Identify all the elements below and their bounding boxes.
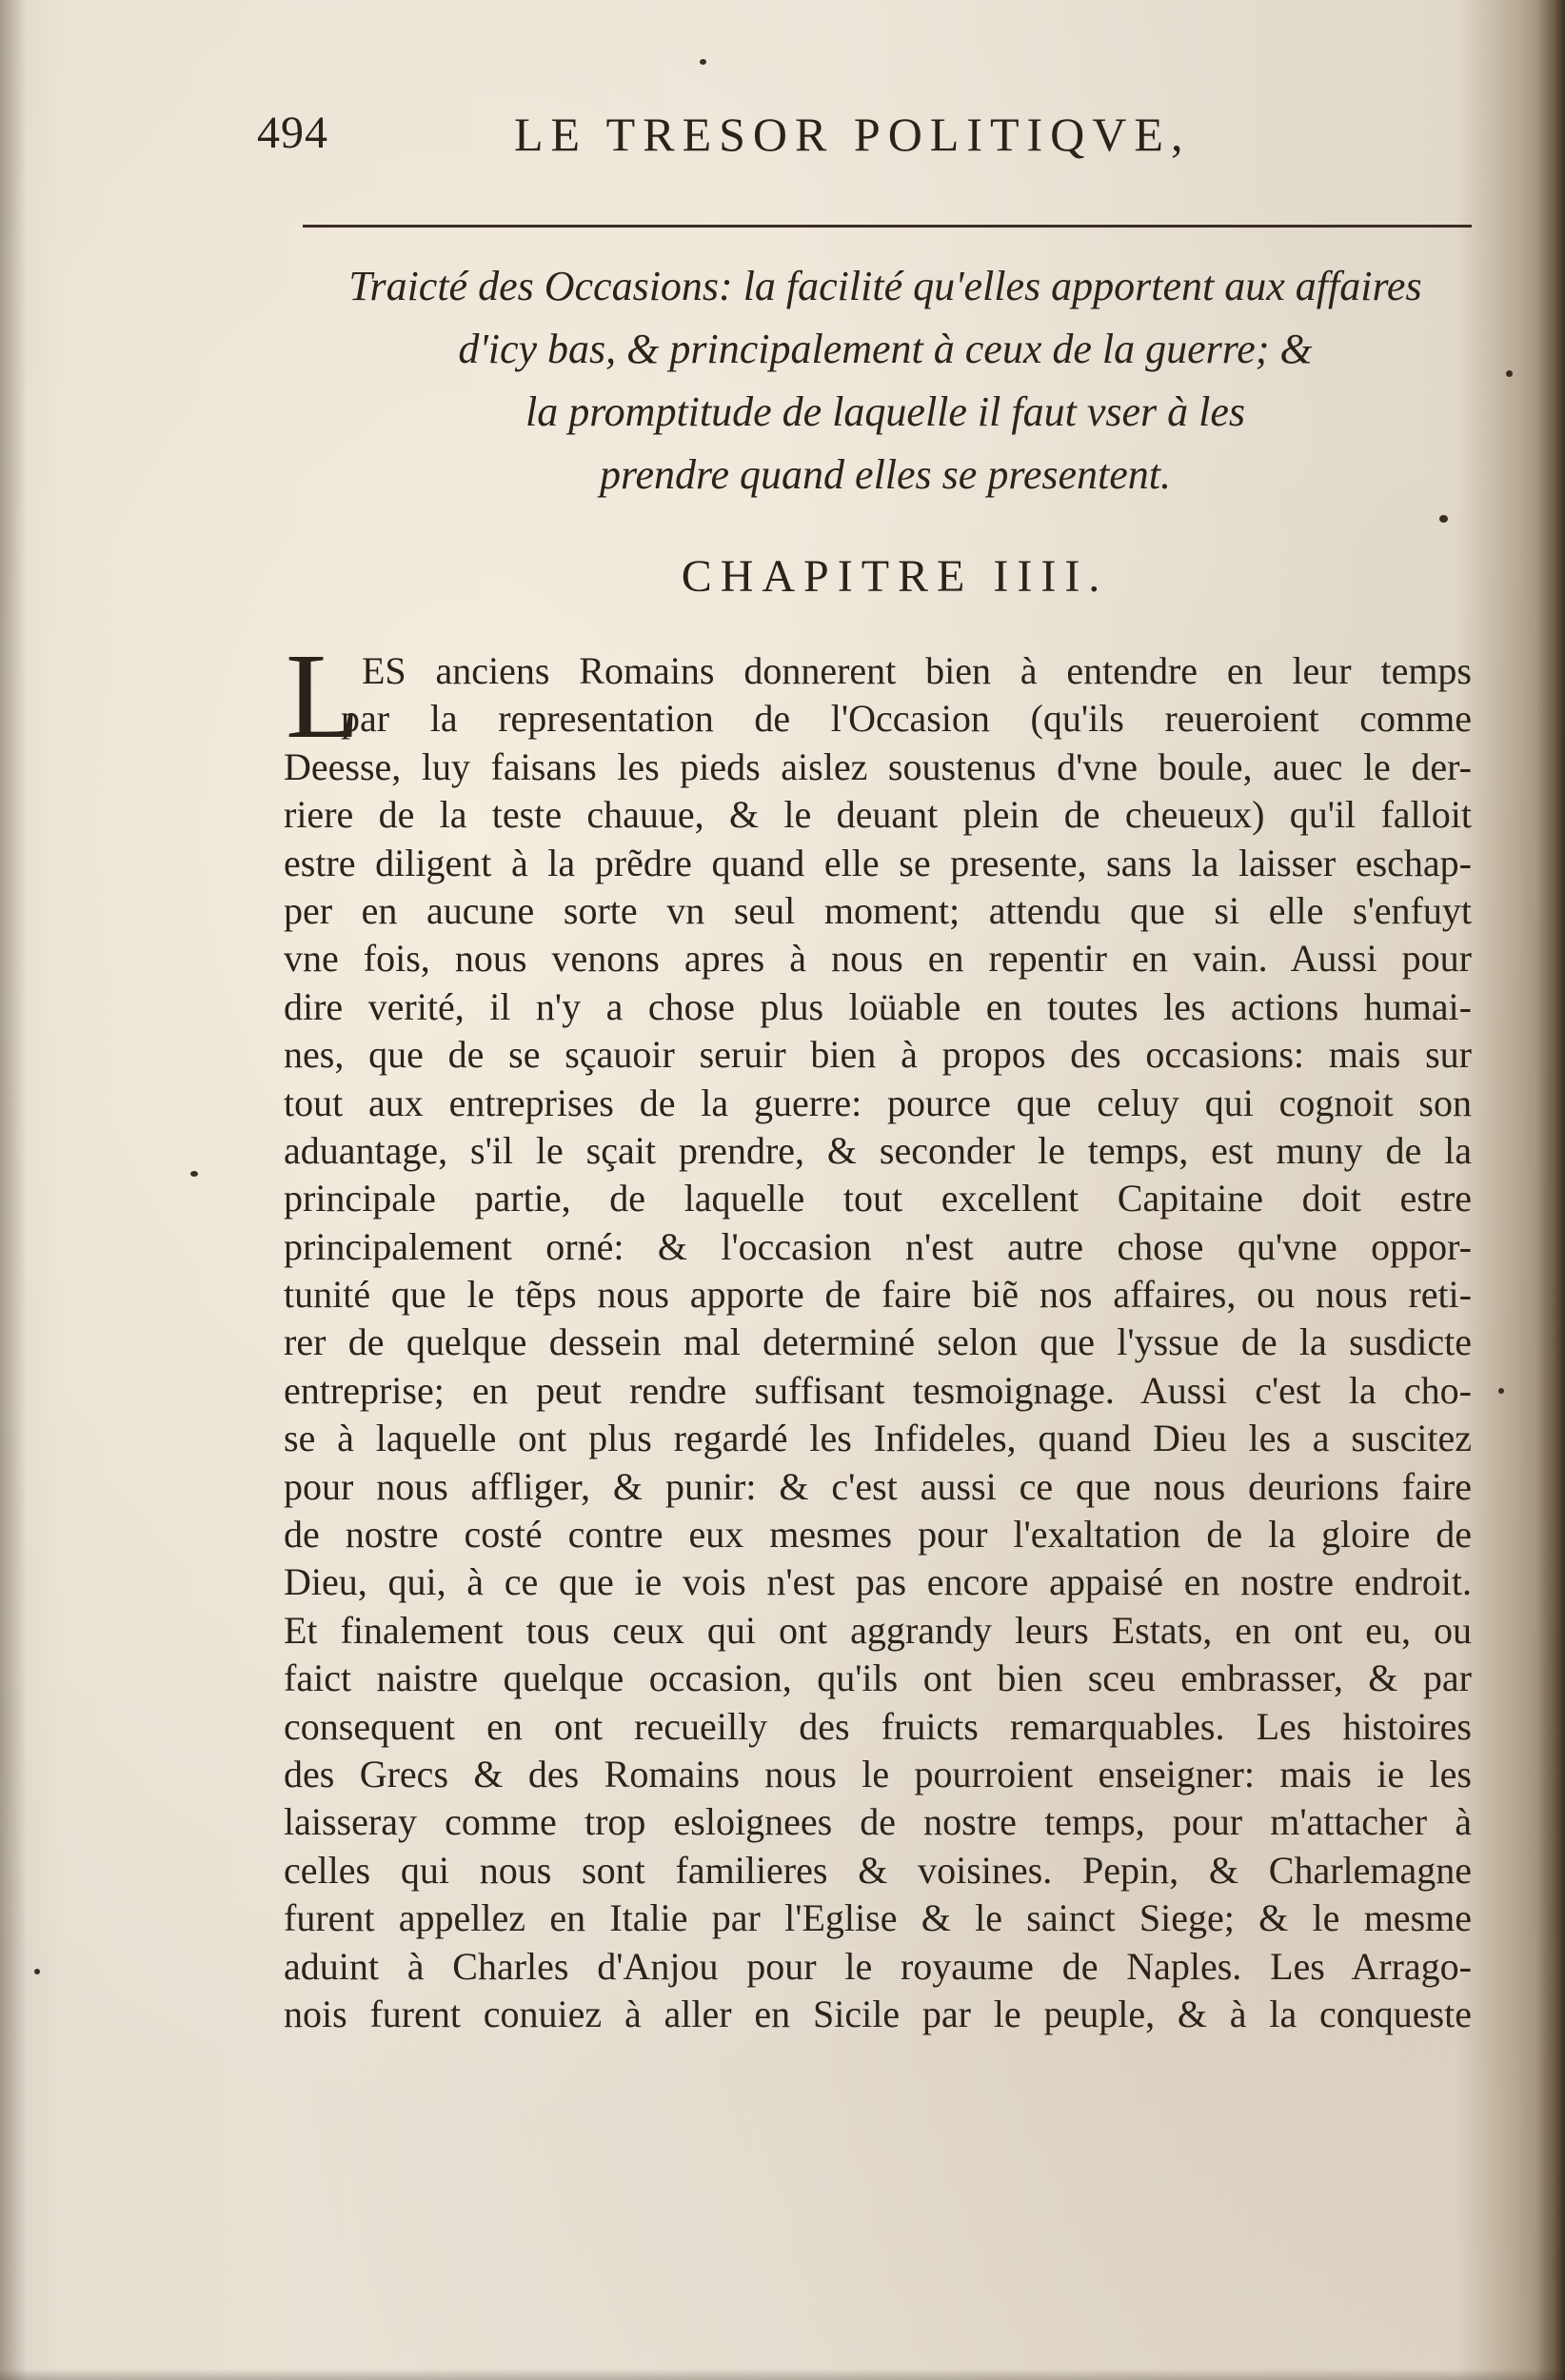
ink-speck xyxy=(190,1171,198,1177)
heading-line: Traicté des Occasions: la facilité qu'elles apportent aux affaires xyxy=(348,263,1422,309)
text-line: des Grecs & des Romains nous le pourroient enseigner: mais ie les xyxy=(284,1752,1472,1795)
text-line: furent appellez en Italie par l'Eglise & le sainct Siege; & le mesme xyxy=(284,1896,1472,1940)
text-line: per en aucune sorte vn seul moment; attendu que si elle s'enfuyt xyxy=(284,888,1472,932)
running-title: LE TRESOR POLITIQVE, xyxy=(514,108,1191,161)
page-bottom-edge xyxy=(0,2369,1565,2380)
text-line: par la representation de l'Occasion (qu'ils reueroient comme xyxy=(341,697,1472,741)
binding-shadow xyxy=(0,0,27,2380)
text-line: Dieu, qui, à ce que ie vois n'est pas encore appaisé en nostre endroit. xyxy=(284,1560,1472,1604)
text-line: principalement orné: & l'occasion n'est autre chose qu'vne oppor- xyxy=(284,1224,1472,1268)
text-line: principale partie, de laquelle tout excellent Capitaine doit estre xyxy=(284,1177,1472,1220)
drop-cap: L xyxy=(286,628,361,764)
text-line: se à laquelle ont plus regardé les Infideles, quand Dieu les a suscitez xyxy=(284,1417,1472,1460)
text-line: pour nous affliger, & punir: & c'est aussi ce que nous deurions faire xyxy=(284,1464,1472,1508)
ink-speck xyxy=(1506,370,1513,377)
text-line: Deesse, luy faisans les pieds aislez soustenus d'vne boule, auec le der- xyxy=(284,744,1472,788)
chapter-title: CHAPITRE IIII. xyxy=(681,551,1109,602)
text-line: celles qui nous sont familieres & voisines. Pepin, & Charlemagne xyxy=(284,1848,1472,1892)
text-line: Et finalement tous ceux qui ont aggrandy leurs Estats, en ont eu, ou xyxy=(284,1608,1472,1652)
text-line: vne fois, nous venons apres à nous en repentir en vain. Aussi pour xyxy=(284,937,1472,981)
header-rule xyxy=(303,225,1472,228)
body-text xyxy=(284,647,1472,2038)
heading-line: la promptitude de laquelle il faut vser à les xyxy=(525,388,1246,435)
page-number: 494 xyxy=(257,108,328,158)
text-line: estre diligent à la prẽdre quand elle se presente, sans la laisser eschap- xyxy=(284,841,1472,884)
text-line: ES anciens Romains donnerent bien à entendre en leur temps xyxy=(362,649,1472,692)
ink-speck xyxy=(34,1969,40,1974)
text-line: laisseray comme trop esloignees de nostre temps, pour m'attacher à xyxy=(284,1800,1472,1844)
heading-line: prendre quand elles se presentent. xyxy=(600,451,1171,498)
section-heading xyxy=(276,255,1495,506)
heading-line: d'icy bas, & principalement à ceux de la guerre; & xyxy=(458,326,1313,372)
ink-speck xyxy=(1439,515,1448,523)
text-line: tout aux entreprises de la guerre: pource que celuy qui cognoit son xyxy=(284,1081,1472,1124)
text-line: de nostre costé contre eux mesmes pour l'exaltation de la gloire de xyxy=(284,1513,1472,1557)
text-line: riere de la teste chauue, & le deuant plein de cheueux) qu'il falloit xyxy=(284,793,1472,837)
text-line: aduantage, s'il le sçait prendre, & seconder le temps, est muny de la xyxy=(284,1128,1472,1172)
text-line: aduint à Charles d'Anjou pour le royaume de Naples. Les Arrago- xyxy=(284,1944,1472,1988)
ink-speck xyxy=(700,59,706,65)
text-line: tunité que le tẽps nous apporte de faire biẽ nos affaires, ou nous reti- xyxy=(284,1273,1472,1317)
text-line: dire verité, il n'y a chose plus loüable en toutes les actions humai- xyxy=(284,984,1472,1028)
running-head xyxy=(257,107,1314,173)
text-line: rer de quelque dessein mal determiné selon que l'yssue de la susdicte xyxy=(284,1320,1472,1364)
page-edge xyxy=(1536,0,1565,2380)
text-line: consequent en ont recueilly des fruicts remarquables. Les histoires xyxy=(284,1704,1472,1748)
text-line: entreprise; en peut rendre suffisant tesmoignage. Aussi c'est la cho- xyxy=(284,1368,1472,1412)
text-line: nes, que de se sçauoir seruir bien à propos des occasions: mais sur xyxy=(284,1033,1472,1077)
text-line: nois furent conuiez à aller en Sicile par le peuple, & à la conqueste xyxy=(284,1992,1472,2035)
text-line: faict naistre quelque occasion, qu'ils ont bien sceu embrasser, & par xyxy=(284,1656,1472,1700)
ink-speck xyxy=(1498,1388,1504,1394)
